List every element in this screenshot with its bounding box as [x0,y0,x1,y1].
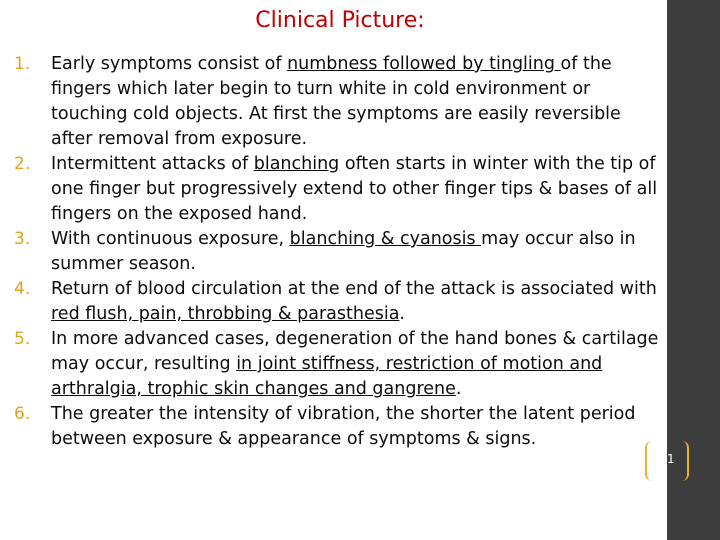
list-item-text [51,277,663,327]
list-item-number: 4. [14,279,31,299]
underlined-phrase: numbness followed by tingling [287,54,561,74]
underlined-phrase: blanching & cyanosis [289,229,482,249]
list-item [0,152,670,227]
list-item-text [51,52,663,152]
list-item-number: 2. [14,154,31,174]
text-segment: With continuous exposure, [51,229,290,249]
page-number: 11 [659,452,675,466]
text-segment: The greater the intensity of vibration, the shorter the latent period between exposure & appearance of symptoms & signs. [51,404,636,449]
list-item-text [51,327,663,402]
list-item-number: 3. [14,229,31,249]
text-segment: In more advanced cases, degeneration of the hand bones & cartilage may occur, resulting [51,329,659,374]
list-item-text [51,402,663,452]
symptom-list [0,52,670,452]
list-item-number: 1. [14,54,31,74]
text-segment: Early symptoms consist of [51,54,288,74]
slide-title: Clinical Picture: [255,8,425,33]
list-item-number: 6. [14,404,31,424]
list-item [0,227,670,277]
list-item [0,327,670,402]
underlined-phrase: red flush, pain, throbbing & parasthesia [51,304,400,324]
underlined-phrase: blanching [253,154,340,174]
list-item-text [51,227,663,277]
list-item [0,402,670,452]
list-item-number: 5. [14,329,31,349]
text-segment: often starts in winter with the tip of one finger but progressively extend to other finger tips & bases of all fingers on the exposed hand. [51,154,658,224]
page-number-badge [645,441,689,481]
underlined-phrase: in joint stiffness, restriction of motion and arthralgia, trophic skin changes and gangrene [51,354,603,399]
text-segment: may occur also in summer season. [51,229,636,274]
text-segment: Return of blood circulation at the end of the attack is associated with [51,279,657,299]
list-item [0,52,670,152]
text-segment: Intermittent attacks of [51,154,254,174]
text-segment: of the fingers which later begin to turn white in cold environment or touching cold objects. At first the symptoms are easily reversible after removal from exposure. [51,54,621,149]
text-segment: . [455,379,462,399]
list-item-text [51,152,663,227]
text-segment: . [399,304,405,324]
list-item [0,277,670,327]
